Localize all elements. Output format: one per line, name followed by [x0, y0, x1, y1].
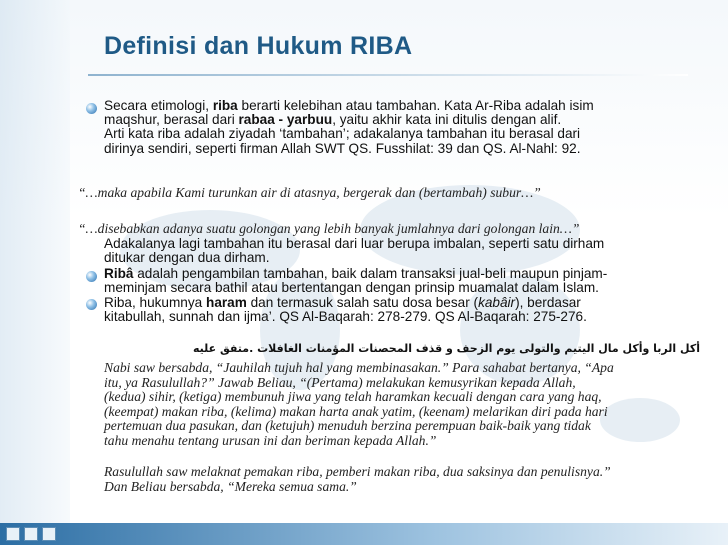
hadith-1 — [104, 361, 614, 449]
bullet-2-line-2: meminjam secara bathil atau bertentangan dengan prinsip muamalat dalam Islam. — [104, 280, 599, 296]
hadith-1-line-6: tahu menahu tentang urusan ini dan beriman kepada Allah.” — [104, 432, 437, 448]
hadith-1-line-2: itu, ya Rasulullah?” Jawab Beliau, “(Pertama) melakukan kemusyrikan kepada Allah, — [104, 374, 576, 390]
bullet-1-line-3: Arti kata riba adalah ziyadah ‘tambahan’; adakalanya tambahan itu berasal dari — [104, 126, 581, 142]
bullet-2-icon — [86, 271, 97, 282]
bullet-2-text — [104, 267, 607, 295]
hadith-1-line-5: pertemuan dua pasukan, dan (ketujuh) menuduh berzina perempuan baik-baik yang tidak — [104, 418, 591, 434]
bottom-square-1 — [6, 527, 20, 541]
bottom-square-3 — [42, 527, 56, 541]
hadith-2-line-1: Rasulullah saw melaknat pemakan riba, pemberi makan riba, dua saksinya dan penulisnya.” — [104, 464, 611, 479]
paragraph-2 — [104, 237, 604, 265]
bullet-1-text — [104, 99, 594, 156]
arabic-hadith-text: أكل الربا وأكل مال اليتيم والتولى يوم الزحف و قذف المحصنات المؤمنات الغافلات .متفق عليه — [192, 342, 700, 355]
hadith-2-line-2: Dan Beliau bersabda, “Mereka semua sama.” — [104, 478, 357, 494]
bullet-3-icon — [86, 299, 97, 310]
bullet-1-icon — [86, 103, 97, 114]
bullet-3-line-2: kitabullah, sunnah dan ijma’. QS Al-Baqarah: 278-279. QS Al-Baqarah: 275-276. — [104, 309, 587, 325]
hadith-1-line-4: (keempat) makan riba, (kelima) makan harta anak yatim, (keenam) melarikan diri pada hari — [104, 403, 608, 419]
title-underline — [88, 74, 688, 76]
slide-title: Definisi dan Hukum RIBA — [104, 32, 413, 60]
hadith-1-line-1: Nabi saw bersabda, “Jauhilah tujuh hal yang membinasakan.” Para sahabat bertanya, “Apa — [104, 360, 614, 375]
paragraph-2-line-1: Adakalanya lagi tambahan itu berasal dari luar berupa imbalan, seperti satu dirham — [104, 236, 605, 251]
bullet-3-line-1: Riba, hukumnya haram dan termasuk salah satu dosa besar (kabâir), berdasar — [104, 295, 581, 310]
hadith-1-line-3: (kedua) sihir, (ketiga) membunuh jiwa yang telah haramkan kecuali dengan cara yang haq, — [104, 389, 602, 405]
hadith-2 — [104, 465, 611, 494]
left-decorative-bar — [0, 0, 70, 545]
paragraph-2-line-2: ditukar dengan dua dirham. — [104, 250, 270, 266]
bullet-2-line-1: Ribâ adalah pengambilan tambahan, baik dalam transaksi jual-beli maupun pinjam- — [104, 266, 608, 281]
bullet-3-text — [104, 296, 587, 324]
bullet-1-line-1: Secara etimologi, riba berarti kelebihan atau tambahan. Kata Ar-Riba adalah isim — [104, 98, 594, 113]
bullet-1-line-2: maqshur, berasal dari rabaa - yarbuu, yaitu akhir kata ini ditulis dengan alif. — [104, 112, 562, 128]
bottom-decorative-bar — [0, 523, 728, 545]
quote-2: “…disebabkan adanya suatu golongan yang lebih banyak jumlahnya dari golongan lain…” — [78, 221, 580, 236]
bottom-square-2 — [24, 527, 38, 541]
bullet-1-line-4: dirinya sendiri, seperti firman Allah SWT QS. Fusshilat: 39 dan QS. Al-Nahl: 92. — [104, 140, 581, 156]
quote-1: “…maka apabila Kami turunkan air di atasnya, bergerak dan (bertambah) subur…” — [78, 185, 541, 200]
